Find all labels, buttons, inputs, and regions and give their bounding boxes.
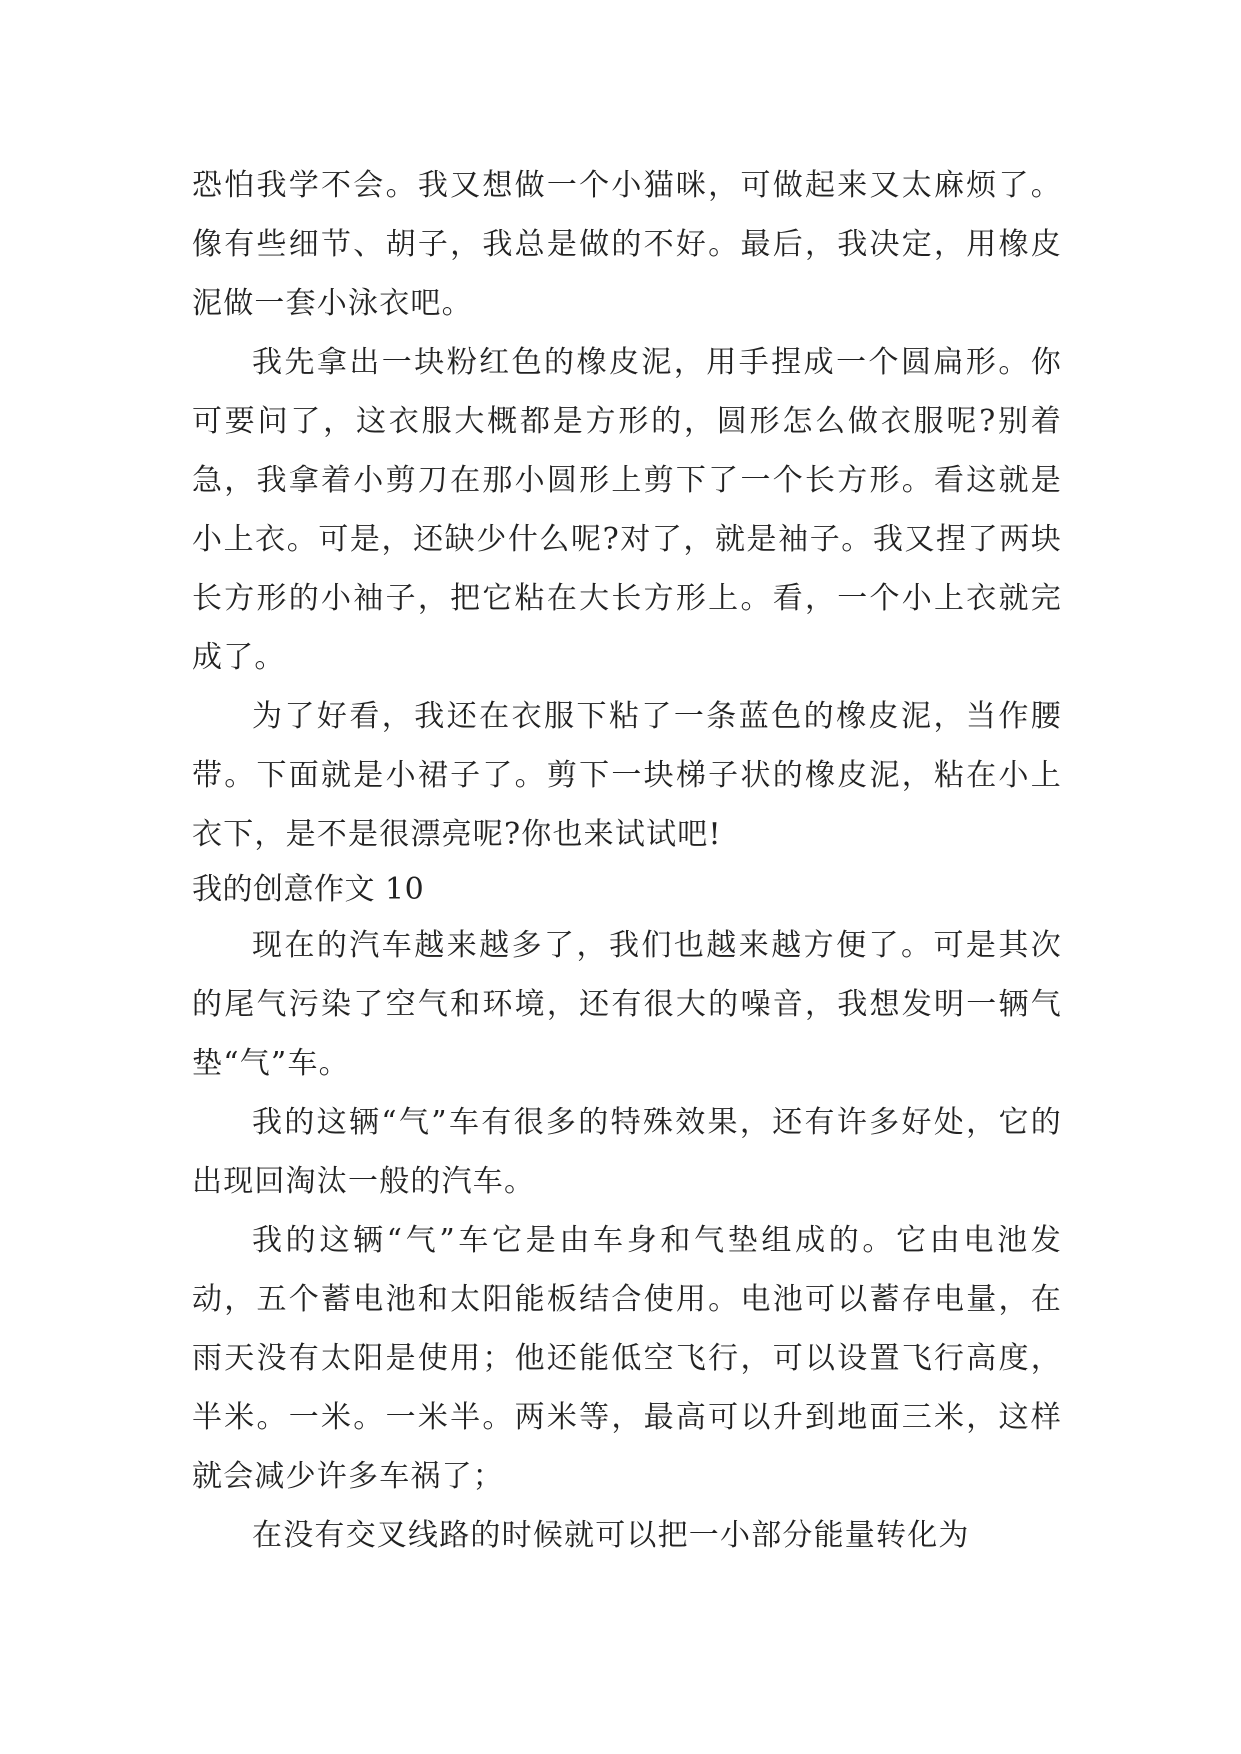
document-page bbox=[192, 156, 1062, 1565]
paragraph-2: 我先拿出一块粉红色的橡皮泥，用手捏成一个圆扁形。你可要问了，这衣服大概都是方形的，圆形怎么做衣服呢?别着急，我拿着小剪刀在那小圆形上剪下了一个长方形。看这就是小上衣。可是，还缺少什么呢?对了，就是袖子。我又捏了两块长方形的小袖子，把它粘在大长方形上。看，一个小上衣就完成了。 bbox=[192, 345, 1062, 675]
section-title: 我的创意作文 10 bbox=[192, 872, 425, 907]
paragraph-1: 恐怕我学不会。我又想做一个小猫咪，可做起来又太麻烦了。像有些细节、胡子，我总是做的不好。最后，我决定，用橡皮泥做一套小泳衣吧。 bbox=[192, 168, 1062, 321]
paragraph-6: 我的这辆“气”车它是由车身和气垫组成的。它由电池发动，五个蓄电池和太阳能板结合使用。电池可以蓄存电量，在雨天没有太阳是使用；他还能低空飞行，可以设置飞行高度，半米。一米。一米半。两米等，最高可以升到地面三米，这样就会减少许多车祸了； bbox=[192, 1223, 1062, 1494]
paragraph-4: 现在的汽车越来越多了，我们也越来越方便了。可是其次的尾气污染了空气和环境，还有很大的噪音，我想发明一辆气垫“气”车。 bbox=[192, 928, 1062, 1081]
paragraph-7: 在没有交叉线路的时候就可以把一小部分能量转化为 bbox=[252, 1518, 970, 1553]
paragraph-3: 为了好看，我还在衣服下粘了一条蓝色的橡皮泥，当作腰带。下面就是小裙子了。剪下一块梯子状的橡皮泥，粘在小上衣下，是不是很漂亮呢?你也来试试吧! bbox=[192, 699, 1062, 852]
paragraph-5: 我的这辆“气”车有很多的特殊效果，还有许多好处，它的出现回淘汰一般的汽车。 bbox=[192, 1105, 1062, 1199]
